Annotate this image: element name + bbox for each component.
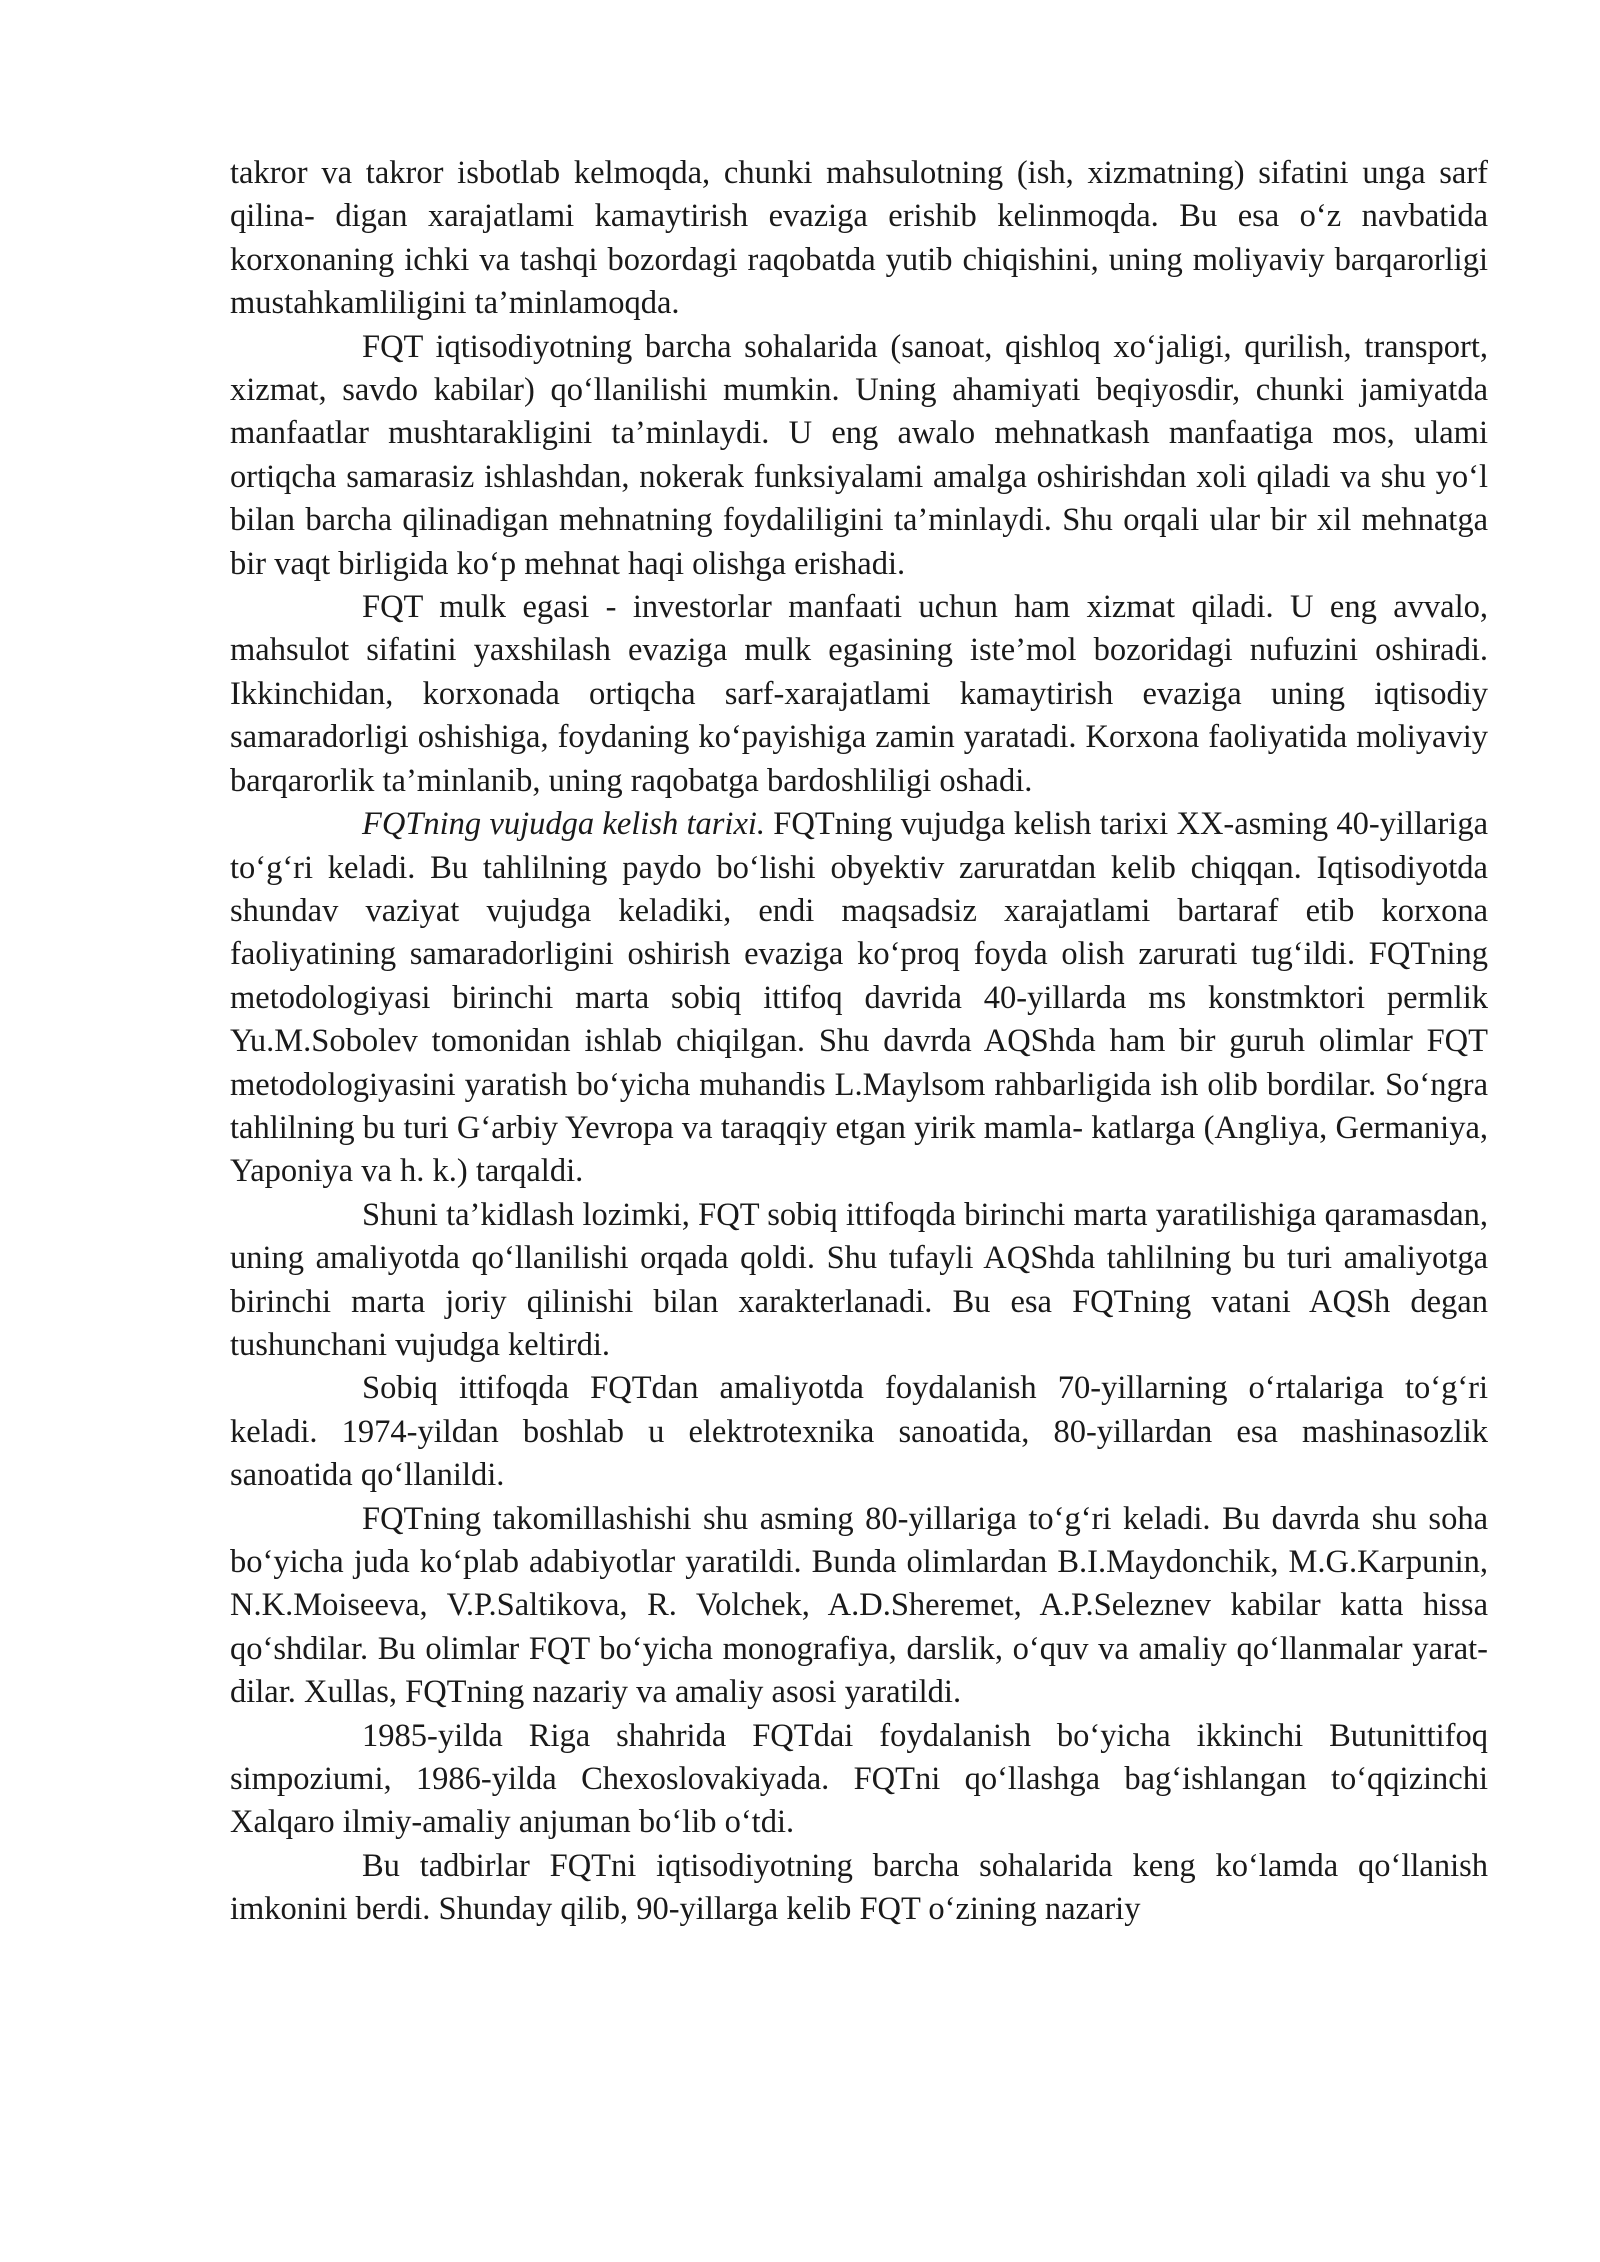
paragraph-8 (230, 1715, 1488, 1845)
paragraph-text: Sobiq ittifoqda FQTdan amaliyotda foydalanish 70-yillarning o‘rtalariga to‘g‘ri keladi. 1974-yildan boshlab u elektrotexnika sanoatida, 80-yillardan esa mashinasozlik sanoatida qo‘llanildi. (230, 1370, 1488, 1494)
paragraph-2 (230, 326, 1488, 586)
paragraph-5 (230, 1194, 1488, 1368)
paragraph-1 (230, 152, 1488, 326)
paragraph-text: FQTning vujudga kelish tarixi XX-asming 40-yillariga to‘g‘ri keladi. Bu tahlilning paydo bo‘lishi obyektiv zaruratdan kelib chiqqan. Iqtisodiyotda shundav vaziyat vujudga keladiki, endi maqsadsiz xarajatlami bartaraf etib korxona faoliyatining samaradorligini oshirish evaziga ko‘proq foyda olish zarurati tug‘ildi. FQTning metodologiyasi birinchi marta sobiq ittifoq davrida 40-yillarda ms konstmktori permlik Yu.M.Sobolev tomonidan ishlab chiqilgan. Shu davrda AQShda ham bir guruh olimlar FQT metodologiyasini yaratish bo‘yicha muhandis L.Maylsom rahbarligida ish olib bordilar. So‘ngra tahlilning bu turi G‘arbiy Yevropa va taraqqiy etgan yirik mamla- katlarga (Angliya, Germaniya, Yaponiya va h. k.) tarqaldi. (230, 806, 1488, 1190)
section-heading-italic: FQTning vujudga kelish tarixi. (362, 806, 766, 843)
paragraph-4 (230, 803, 1488, 1194)
paragraph-text: FQT iqtisodiyotning barcha sohalarida (sanoat, qishloq xo‘jaligi, qurilish, transport, xizmat, savdo kabilar) qo‘llanilishi mumkin. Uning ahamiyati beqiyosdir, chunki jamiyatda manfaatlar mushtarakligini ta’minlaydi. U eng awalo mehnatkash manfaatiga mos, ulami ortiqcha samarasiz ishlashdan, nokerak funksiyalami amalga oshirishdan xoli qiladi va shu yo‘l bilan barcha qilinadigan mehnatning foydaliligini ta’minlaydi. Shu orqali ular bir xil mehnatga bir vaqt birligida ko‘p mehnat haqi olishga erishadi. (230, 328, 1488, 582)
paragraph-text: FQTning takomillashishi shu asming 80-yillariga to‘g‘ri keladi. Bu davrda shu soha bo‘yicha juda ko‘plab adabiyotlar yaratildi. Bunda olimlardan B.I.Maydonchik, M.G.Karpunin, N.K.Moiseeva, V.P.Saltikova, R. Volchek, A.D.Sheremet, A.P.Seleznev kabilar katta hissa qo‘shdilar. Bu olimlar FQT bo‘yicha monografiya, darslik, o‘quv va amaliy qo‘llanmalar yarat- dilar. Xullas, FQTning nazariy va amaliy asosi yaratildi. (230, 1500, 1488, 1711)
paragraph-text: FQT mulk egasi - investorlar manfaati uchun ham xizmat qiladi. U eng avvalo, mahsulot sifatini yaxshilash evaziga mulk egasining iste’mol bozoridagi nufuzini oshiradi. Ikkinchidan, korxonada ortiqcha sarf-xarajatlami kamaytirish evaziga uning iqtisodiy samaradorligi oshishiga, foydaning ko‘payishiga zamin yaratadi. Korxona faoliyatida moliyaviy barqarorlik ta’minlanib, uning raqobatga bardoshliligi oshadi. (230, 589, 1488, 799)
paragraph-3 (230, 586, 1488, 803)
paragraph-9 (230, 1845, 1488, 1932)
body-text (230, 152, 1488, 1932)
paragraph-text: 1985-yilda Riga shahrida FQTdai foydalanish bo‘yicha ikkinchi Butunittifoq simpoziumi, 1986-yilda Chexoslovakiyada. FQTni qo‘llashga bag‘ishlangan to‘qqizinchi Xalqaro ilmiy-amaliy anjuman bo‘lib o‘tdi. (230, 1717, 1488, 1841)
paragraph-6 (230, 1367, 1488, 1497)
paragraph-text: Bu tadbirlar FQTni iqtisodiyotning barcha sohalarida keng ko‘lamda qo‘llanish imkonini berdi. Shunday qilib, 90-yillarga kelib FQT o‘zining nazariy (230, 1847, 1488, 1928)
paragraph-text: Shuni ta’kidlash lozimki, FQT sobiq ittifoqda birinchi marta yaratilishiga qaramasdan, uning amaliyotda qo‘llanilishi orqada qoldi. Shu tufayli AQShda tahlilning bu turi amaliyotga birinchi marta joriy qilinishi bilan xarakterlanadi. Bu esa FQTning vatani AQSh degan tushunchani vujudga keltirdi. (230, 1196, 1488, 1363)
paragraph-text: takror va takror isbotlab kelmoqda, chunki mahsulotning (ish, xizmatning) sifatini unga sarf qilina- digan xarajatlami kamaytirish evaziga erishib kelinmoqda. Bu esa o‘z navbatida korxonaning ichki va tashqi bozordagi raqobatda yutib chiqishini, uning moliyaviy barqarorligi mustahkamliligini ta’minlamoqda. (230, 155, 1488, 322)
paragraph-7 (230, 1498, 1488, 1715)
